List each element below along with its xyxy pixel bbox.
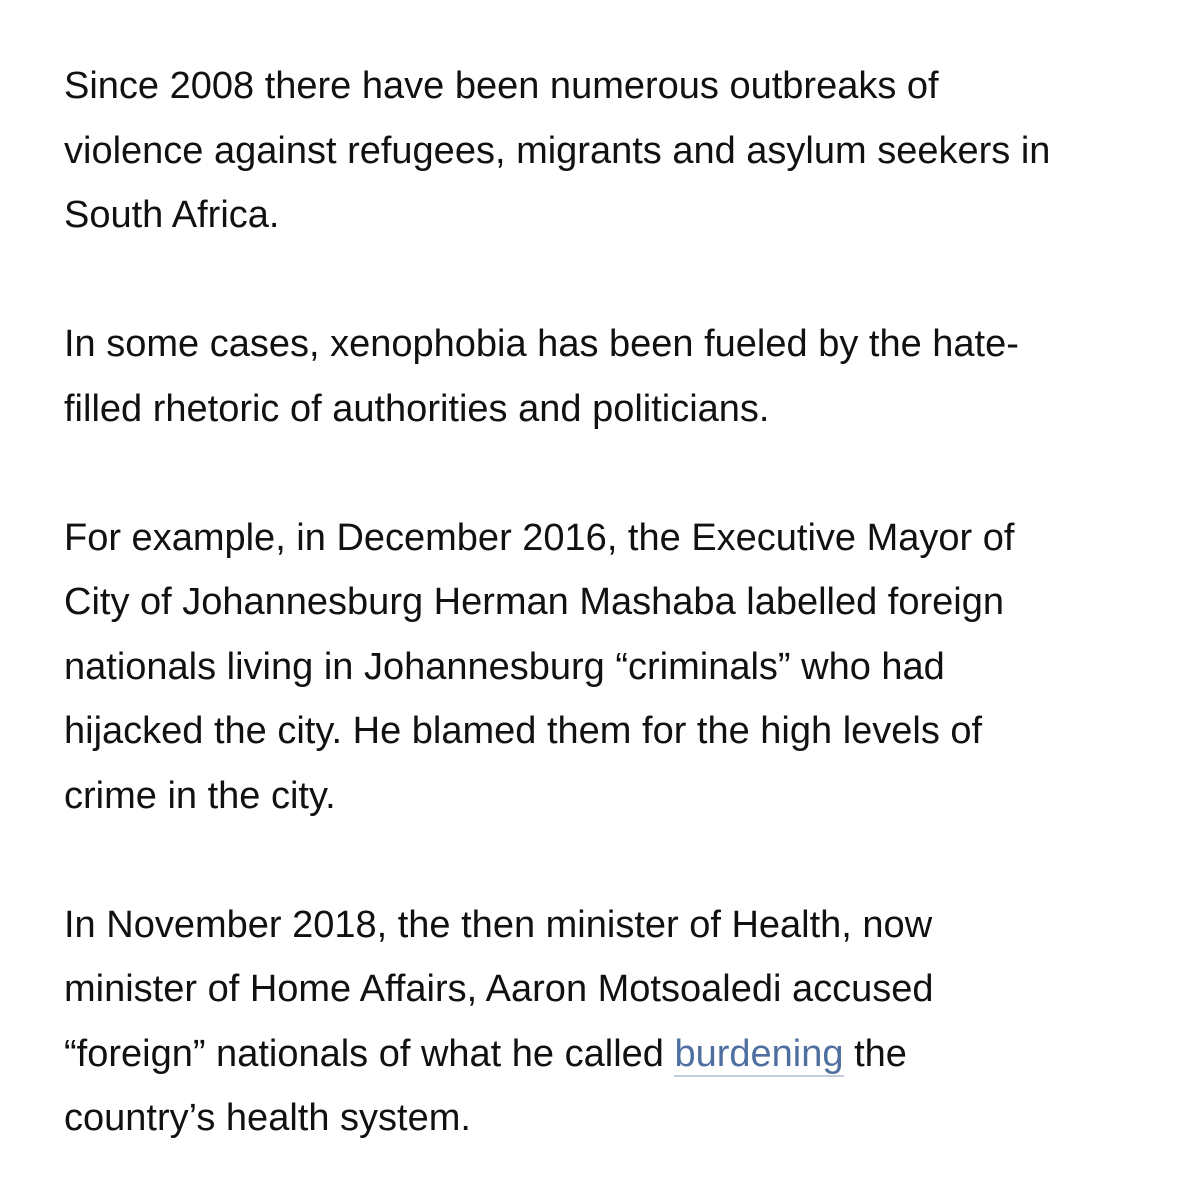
burdening-link[interactable]: burdening	[674, 1032, 844, 1075]
paragraph-3	[64, 506, 1184, 829]
text-segment: “foreign” nationals of what he called	[64, 1032, 675, 1075]
article-body	[64, 54, 1184, 1151]
text-line-with-link	[64, 1022, 1184, 1087]
paragraph-2	[64, 312, 1184, 441]
text-line: country’s health system.	[64, 1097, 471, 1139]
text-line: For example, in December 2016, the Executive Mayor of	[64, 516, 1015, 559]
text-line: South Africa.	[64, 194, 280, 236]
text-line: hijacked the city. He blamed them for the high levels of	[64, 710, 983, 752]
text-line: nationals living in Johannesburg “criminals” who had	[64, 645, 945, 688]
text-line: In November 2018, the then minister of Health, now	[64, 903, 933, 946]
text-line: crime in the city.	[64, 774, 336, 817]
text-line: minister of Home Affairs, Aaron Motsoaledi accused	[64, 968, 934, 1010]
paragraph-4	[64, 893, 1184, 1151]
paragraph-1	[64, 54, 1184, 248]
text-line: Since 2008 there have been numerous outbreaks of	[64, 65, 939, 107]
text-line: City of Johannesburg Herman Mashaba labelled foreign	[64, 581, 1004, 623]
text-segment: the	[843, 1032, 907, 1075]
text-line: violence against refugees, migrants and asylum seekers in	[64, 129, 1051, 172]
text-line: In some cases, xenophobia has been fueled by the hate-	[64, 323, 1019, 365]
text-line: filled rhetoric of authorities and politicians.	[64, 387, 770, 430]
